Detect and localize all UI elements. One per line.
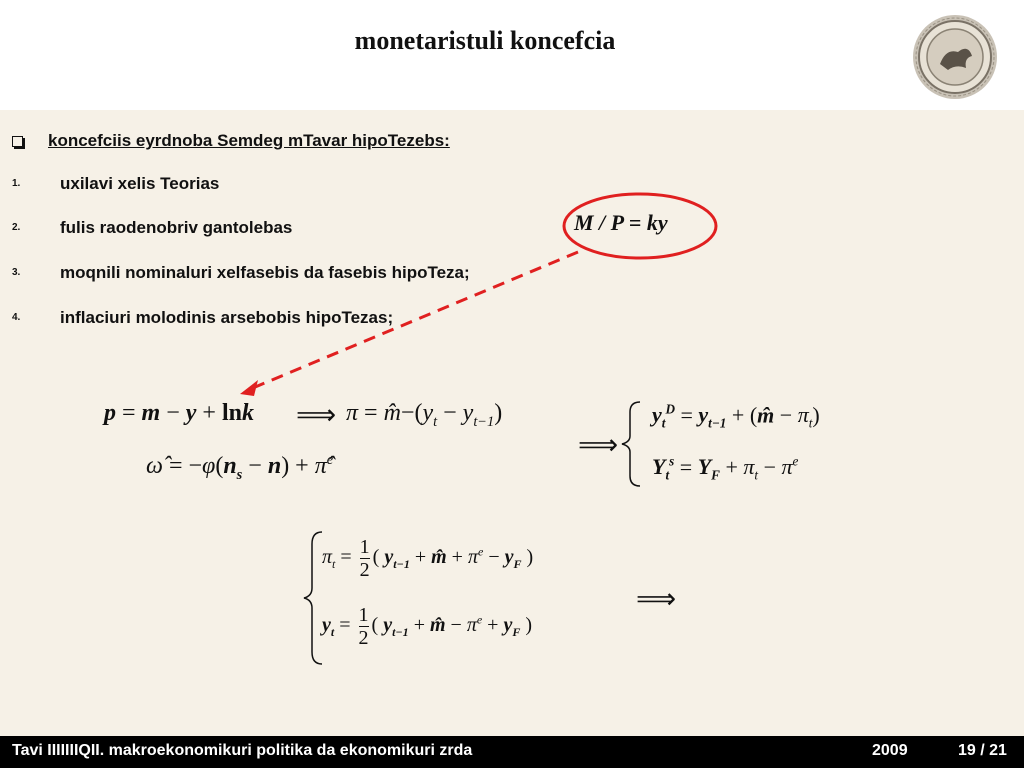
equation-p: p = m − y + lnk bbox=[104, 400, 254, 426]
double-arrow-implies-icon: ⟹ bbox=[636, 584, 677, 615]
list-item-number: 1. bbox=[12, 178, 21, 189]
list-item-text: uxilavi xelis Teorias bbox=[60, 174, 220, 193]
equation-omega: ω̂ = $-\varphi(n_s - n)$ + π̂$^e$ bbox=[146, 452, 334, 483]
slide-footer bbox=[0, 736, 1024, 768]
left-brace-icon bbox=[304, 532, 322, 664]
list-item-text: fulis raodenobriv gantolebas bbox=[60, 218, 293, 237]
arrow-head-icon bbox=[240, 380, 258, 396]
page-number: 19 / 21 bbox=[958, 742, 1007, 759]
left-brace-icon bbox=[622, 402, 640, 486]
equation-demand: $y_t^D = y_{t-1}$ + (m̂ − $\pi_t$) bbox=[652, 402, 820, 431]
footer-title: Tavi IIIIIIIQII. makroekonomikuri politika da ekonomikuri zrda bbox=[12, 742, 473, 759]
list-item-text: moqnili nominaluri xelfasebis da fasebis hipoTeza; bbox=[60, 263, 470, 282]
highlight-circle bbox=[564, 194, 716, 258]
list-item-text: inflaciuri molodinis arsebobis hipoTezas; bbox=[60, 308, 394, 327]
equation-y-solution: $y_t$ = $\frac{1}{2}$ ( $y_{t-1}$ + m̂ − $\pi^e + y_F$ ) bbox=[322, 604, 533, 649]
main-bullet-text: koncefciis eyrdnoba Semdeg mTavar hipoTezebs: bbox=[48, 131, 450, 150]
quantity-equation: M / P = ky bbox=[574, 210, 668, 235]
list-item-number: 3. bbox=[12, 267, 21, 278]
list-item-number: 4. bbox=[12, 312, 21, 323]
equation-pi: $\pi = m̂-(y_t - y_{t-1})$ bbox=[346, 400, 503, 430]
equation-supply: $Y_t^s = Y_F + \pi_t - \pi^e$ bbox=[652, 454, 799, 483]
dashed-arrow-line bbox=[248, 252, 578, 390]
double-arrow-implies-icon: ⟹ bbox=[578, 430, 619, 461]
double-arrow-implies-icon: ⟹ bbox=[296, 400, 337, 431]
slide-title: monetaristuli koncefcia bbox=[354, 26, 616, 55]
equation-pi-solution: $\pi_t$ = $\frac{1}{2}$ ( $y_{t-1}$ + m̂ + $\pi^e - y_F$ ) bbox=[322, 536, 534, 581]
list-item-number: 2. bbox=[12, 222, 21, 233]
footer-year: 2009 bbox=[872, 742, 908, 759]
